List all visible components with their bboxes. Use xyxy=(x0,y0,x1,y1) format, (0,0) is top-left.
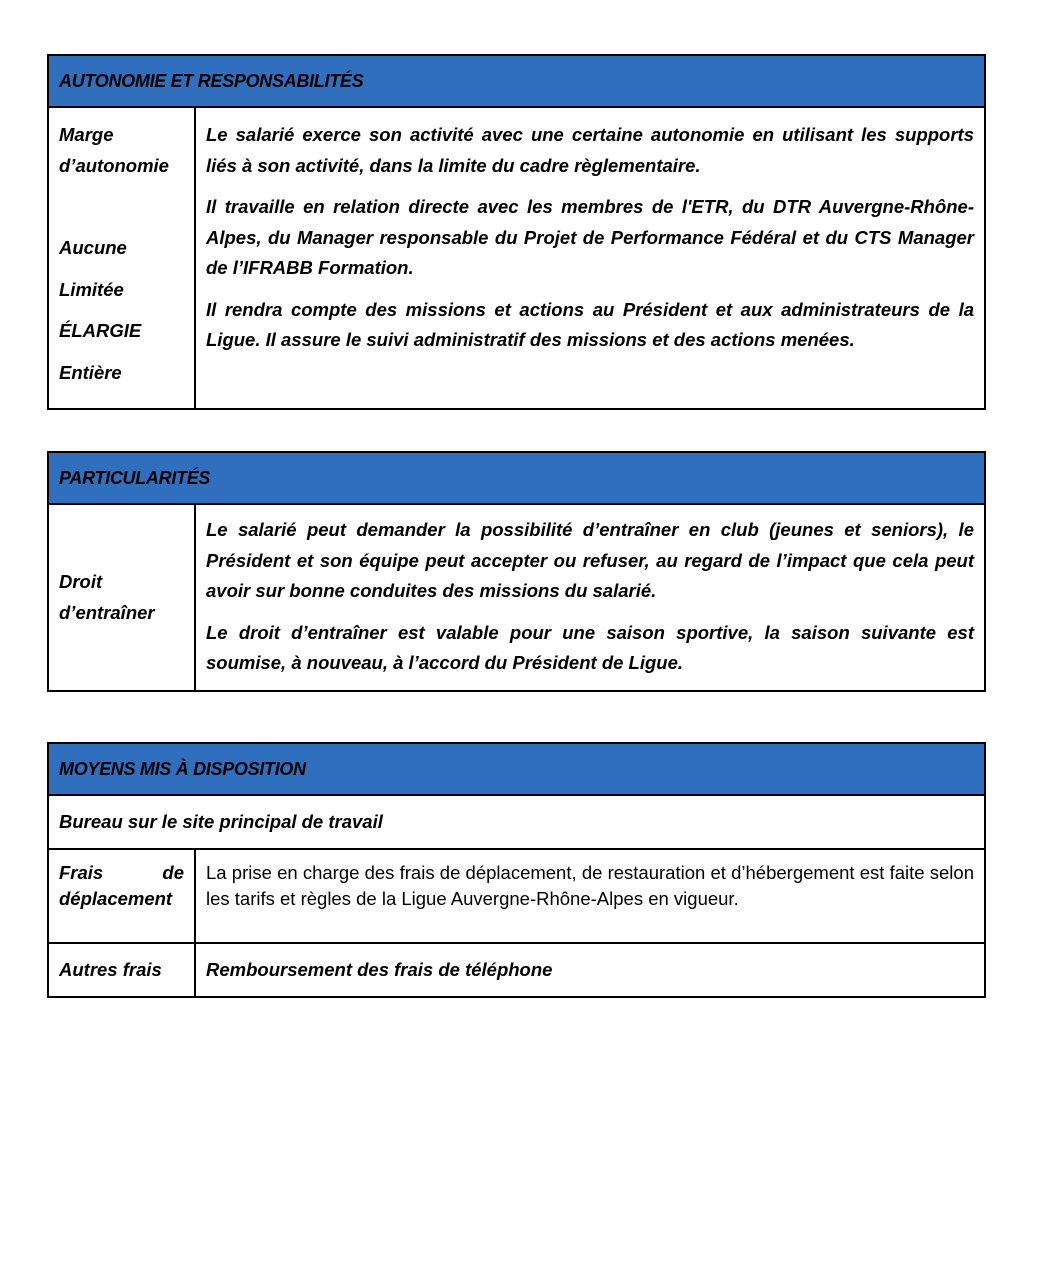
moyens-table xyxy=(47,742,986,998)
particularites-table xyxy=(47,451,986,692)
particularites-paragraph: Le droit d’entraîner est valable pour une saison sportive, la saison suivante est soumise, à nouveau, à l’accord du Président de Ligue. xyxy=(206,621,974,673)
autonomie-header: AUTONOMIE ET RESPONSABILITÉS xyxy=(48,55,985,107)
level-aucune: Aucune xyxy=(59,237,127,258)
autonomie-label-cell xyxy=(48,107,195,409)
droit-label-line2: d’entraîner xyxy=(59,601,155,623)
particularites-label-cell xyxy=(48,504,195,691)
frais-deplacement-label-text: Frais de déplacement xyxy=(59,862,184,909)
autres-frais-label: Autres frais xyxy=(48,943,195,997)
autres-frais-text: Remboursement des frais de téléphone xyxy=(195,943,985,997)
level-elargie: ÉLARGIE xyxy=(59,320,142,341)
level-entiere: Entière xyxy=(59,361,122,383)
autonomie-paragraph: Le salarié exerce son activité avec une certaine autonomie en utilisant les supports liés à son activité, dans la limite du cadre règlementaire. xyxy=(206,124,974,176)
marge-label-line2: d’autonomie xyxy=(59,154,169,176)
level-limitee: Limitée xyxy=(59,278,124,300)
particularites-paragraph: Le salarié peut demander la possibilité d’entraîner en club (jeunes et seniors), le Président et son équipe peut accepter ou refuser, au regard de l’impact que cela peut avoir sur bonne conduites des missions du salarié. xyxy=(206,519,974,601)
particularites-text-cell xyxy=(195,504,985,691)
droit-label-line1: Droit xyxy=(59,571,103,592)
moyens-header: MOYENS MIS À DISPOSITION xyxy=(48,743,985,795)
autonomie-paragraph: Il travaille en relation directe avec les membres de l'ETR, du DTR Auvergne-Rhône-Alpes, du Manager responsable du Projet de Performance Fédéral et du CTS Manager de l’IFRABB Formation. xyxy=(206,196,974,278)
autonomie-table xyxy=(47,54,986,410)
bureau-row: Bureau sur le site principal de travail xyxy=(48,795,985,849)
frais-deplacement-label xyxy=(48,849,195,943)
frais-deplacement-text: La prise en charge des frais de déplacement, de restauration et d’hébergement est faite selon les tarifs et règles de la Ligue Auvergne-Rhône-Alpes en vigueur. xyxy=(195,849,985,943)
marge-label-line1: Marge xyxy=(59,124,114,145)
autonomie-text-cell xyxy=(195,107,985,409)
particularites-header: PARTICULARITÉS xyxy=(48,452,985,504)
autonomie-paragraph: Il rendra compte des missions et actions au Président et aux administrateurs de la Ligue. Il assure le suivi administratif des missions et des actions menées. xyxy=(206,298,974,350)
